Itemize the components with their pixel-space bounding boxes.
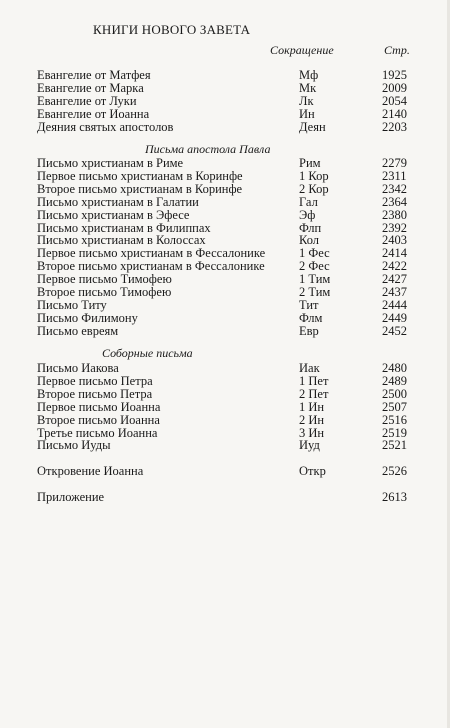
appendix-name: Приложение	[37, 490, 105, 504]
page-number: 2449	[382, 310, 407, 325]
book-abbreviation: Иуд	[299, 438, 320, 453]
book-abbreviation: Мк	[299, 80, 317, 95]
page-number: 2403	[382, 233, 407, 248]
page-number: 2507	[382, 399, 407, 414]
book-abbreviation: 1 Пет	[299, 373, 329, 388]
toc-row[interactable]	[37, 375, 417, 388]
book-abbreviation: Откр	[299, 464, 326, 478]
book-abbreviation: 2 Фес	[299, 259, 330, 274]
page-number: 2279	[382, 156, 407, 170]
book-name: Второе письмо Тимофею	[37, 285, 172, 299]
toc-row[interactable]	[37, 401, 417, 414]
page-number: 2342	[382, 181, 407, 196]
page-number: 2489	[382, 373, 407, 388]
page-number: 2364	[382, 194, 407, 209]
page-number: 2500	[382, 386, 407, 401]
toc-row[interactable]	[37, 388, 417, 401]
page-number: 2054	[382, 93, 407, 108]
book-abbreviation: Мф	[299, 68, 319, 82]
book-name: Евангелие от Матфея	[37, 68, 151, 82]
book-name: Письмо Иуды	[37, 438, 111, 453]
toc-row[interactable]	[37, 95, 417, 108]
book-name: Письмо Титу	[37, 297, 107, 312]
book-name: Второе письмо христианам в Коринфе	[37, 181, 243, 196]
toc-row[interactable]	[37, 170, 417, 183]
book-abbreviation: Лк	[299, 93, 314, 108]
book-abbreviation: 2 Ин	[299, 412, 325, 427]
toc-row[interactable]	[37, 439, 417, 452]
book-abbreviation: Деян	[299, 119, 326, 134]
toc-row[interactable]	[37, 325, 417, 338]
book-name: Письмо евреям	[37, 323, 119, 338]
page-number: 2311	[382, 168, 407, 183]
book-abbreviation: 2 Кор	[299, 181, 329, 196]
book-abbreviation: Ин	[299, 106, 315, 121]
book-abbreviation: 2 Пет	[299, 386, 329, 401]
book-name: Письмо христианам в Колоссах	[37, 233, 206, 248]
page-number: 2613	[382, 490, 407, 504]
book-name: Второе письмо Петра	[37, 386, 153, 401]
page-number: 2437	[382, 285, 407, 299]
book-name: Деяния святых апостолов	[37, 119, 174, 134]
book-name: Первое письмо христианам в Коринфе	[37, 168, 243, 183]
toc-row[interactable]	[37, 196, 417, 209]
toc-row[interactable]	[37, 82, 417, 95]
page-number: 2392	[382, 220, 407, 235]
book-name: Евангелие от Марка	[37, 80, 144, 95]
book-abbreviation: 3 Ин	[299, 425, 325, 440]
book-name: Евангелие от Иоанна	[37, 106, 150, 121]
column-header-page: Стр.	[384, 43, 410, 57]
book-name: Второе письмо Иоанна	[37, 412, 160, 427]
toc-row[interactable]	[37, 108, 417, 121]
book-name: Первое письмо Иоанна	[37, 399, 161, 414]
book-name: Откровение Иоанна	[37, 464, 144, 478]
page-number: 2140	[382, 106, 407, 121]
page-number: 2480	[382, 361, 407, 375]
toc-row-revelation[interactable]	[37, 465, 417, 478]
page-number: 2203	[382, 119, 407, 134]
book-name: Письмо христианам в Галатии	[37, 194, 199, 209]
toc-row[interactable]	[37, 299, 417, 312]
book-abbreviation: Евр	[299, 323, 319, 338]
book-name: Письмо Филимону	[37, 310, 138, 325]
book-abbreviation: Флп	[299, 220, 322, 235]
toc-row[interactable]	[37, 183, 417, 196]
book-name: Первое письмо христианам в Фессалонике	[37, 246, 266, 261]
column-header-abbreviation: Сокращение	[270, 43, 334, 57]
toc-row[interactable]	[37, 312, 417, 325]
book-abbreviation: 1 Кор	[299, 168, 329, 183]
book-abbreviation: Рим	[299, 156, 321, 170]
book-abbreviation: 1 Фес	[299, 246, 330, 261]
book-abbreviation: Тит	[299, 297, 319, 312]
page-number: 2521	[382, 438, 407, 453]
page-number: 2516	[382, 412, 407, 427]
toc-row[interactable]	[37, 121, 417, 134]
book-abbreviation: Гал	[299, 194, 318, 209]
toc-row-appendix[interactable]	[37, 491, 417, 504]
book-abbreviation: Иак	[299, 361, 320, 375]
book-abbreviation: 2 Тим	[299, 285, 331, 299]
book-abbreviation: Флм	[299, 310, 323, 325]
toc-row[interactable]	[37, 209, 417, 222]
book-name: Второе письмо христианам в Фессалонике	[37, 259, 265, 274]
book-name: Евангелие от Луки	[37, 93, 137, 108]
page-number: 2422	[382, 259, 407, 274]
book-name: Первое письмо Тимофею	[37, 272, 172, 287]
book-name: Первое письмо Петра	[37, 373, 153, 388]
toc-row[interactable]	[37, 414, 417, 427]
page-title: КНИГИ НОВОГО ЗАВЕТА	[93, 22, 251, 37]
book-name: Третье письмо Иоанна	[37, 425, 158, 440]
section-heading-catholic: Соборные письма	[102, 346, 193, 360]
book-abbreviation: 1 Ин	[299, 399, 325, 414]
book-abbreviation: Кол	[299, 233, 320, 248]
page-number: 2414	[382, 246, 407, 261]
page-number: 2444	[382, 297, 407, 312]
book-name: Письмо Иакова	[37, 361, 119, 375]
page-number: 2009	[382, 80, 407, 95]
page-number: 2427	[382, 272, 407, 287]
book-name: Письмо христианам в Филиппах	[37, 220, 211, 235]
book-name: Письмо христианам в Риме	[37, 156, 184, 170]
book-abbreviation: 1 Тим	[299, 272, 331, 287]
page-number: 2452	[382, 323, 407, 338]
book-abbreviation: Эф	[299, 207, 316, 222]
page-number: 1925	[382, 68, 407, 82]
book-name: Письмо христианам в Эфесе	[37, 207, 190, 222]
page-number: 2380	[382, 207, 407, 222]
section-heading-pauline: Письма апостола Павла	[145, 142, 271, 156]
page-number: 2526	[382, 464, 407, 478]
page-number: 2519	[382, 425, 407, 440]
